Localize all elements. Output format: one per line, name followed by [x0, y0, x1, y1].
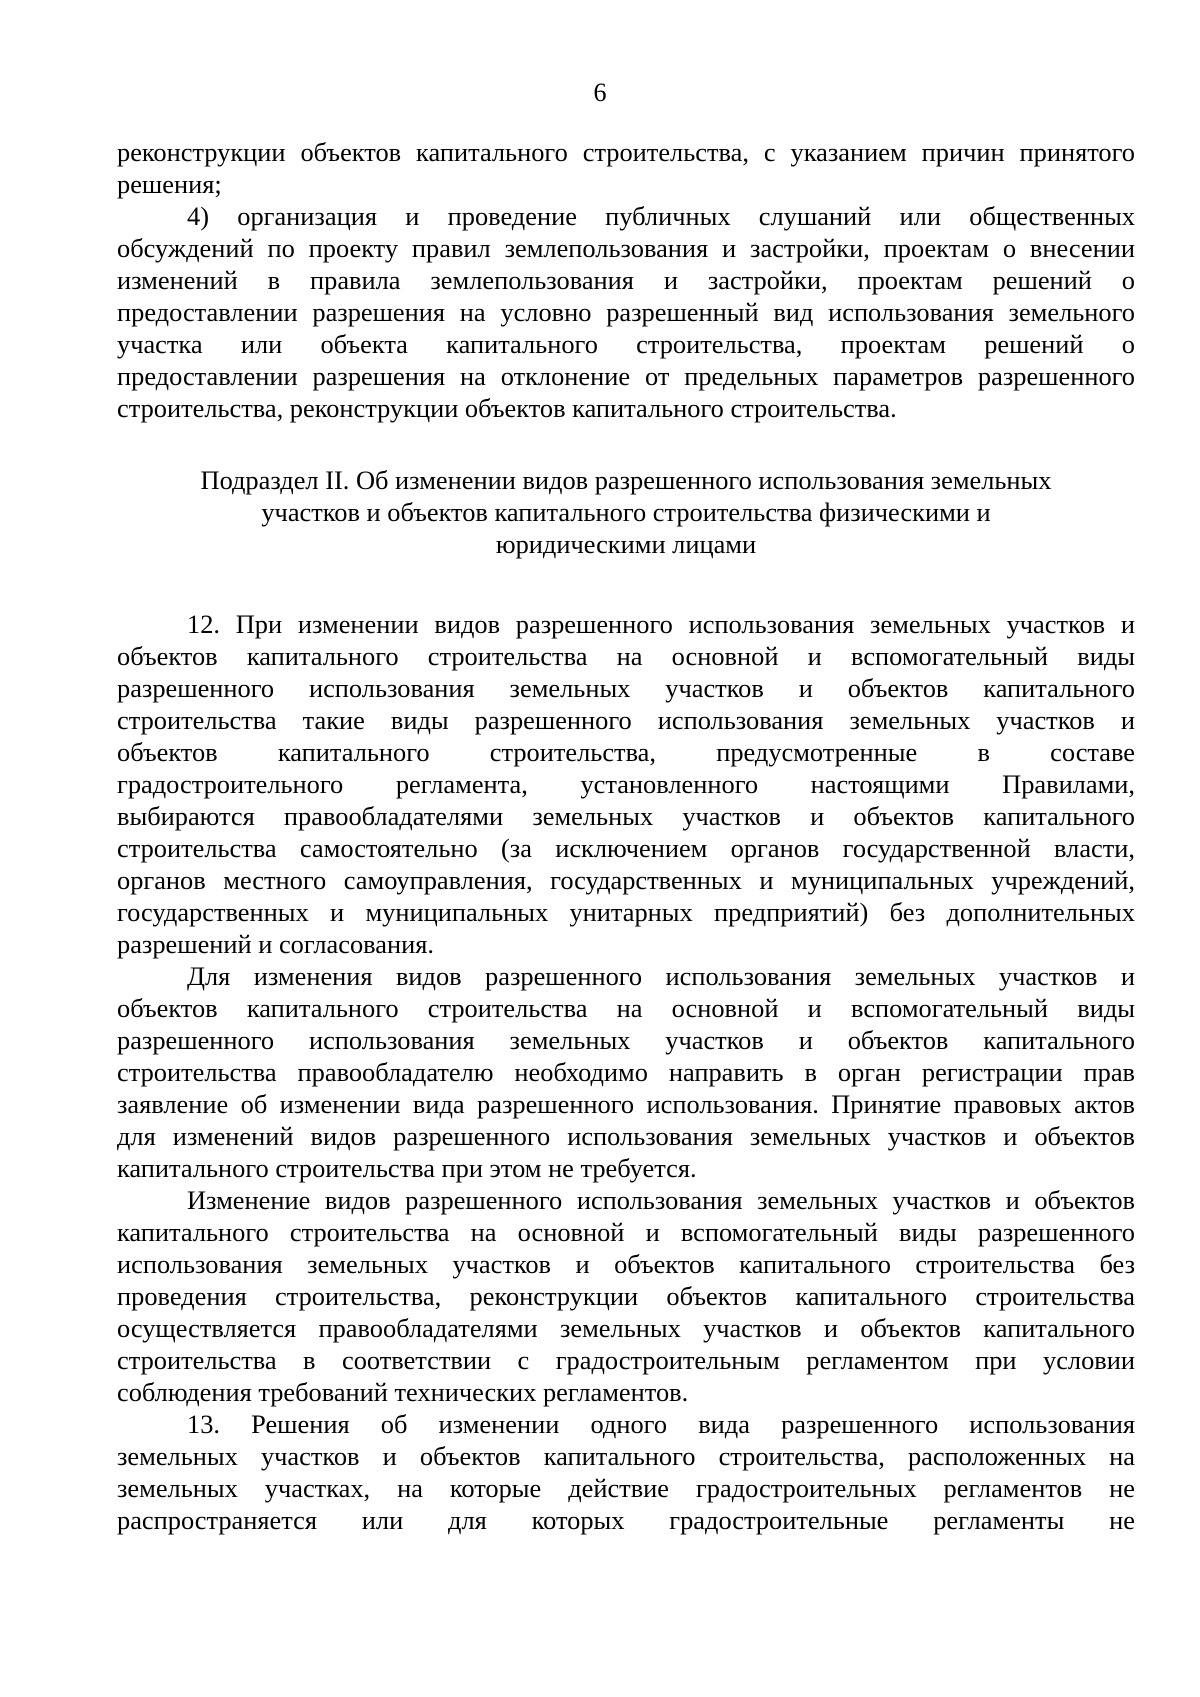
- text-line: органов местного самоуправления, государственных и муниципальных учреждений,: [117, 865, 1135, 895]
- text-line: 12. При изменении видов разрешенного использования земельных участков и: [187, 609, 1135, 639]
- text-line: выбираются правообладателями земельных участков и объектов капитального: [117, 801, 1135, 831]
- text-line: объектов капитального строительства на основной и вспомогательный виды: [117, 641, 1135, 671]
- text-line: объектов капитального строительства на основной и вспомогательный виды: [117, 993, 1135, 1023]
- text-line: строительства правообладателю необходимо направить в орган регистрации прав: [117, 1057, 1135, 1087]
- text-line: участка или объекта капитального строительства, проектам решений о: [117, 329, 1135, 359]
- text-line: для изменений видов разрешенного использования земельных участков и объектов: [117, 1121, 1135, 1151]
- text-line: строительства самостоятельно (за исключением органов государственной власти,: [117, 833, 1135, 863]
- text-line: капитального строительства при этом не требуется.: [117, 1153, 697, 1183]
- text-line: заявление об изменении вида разрешенного использования. Принятие правовых актов: [117, 1089, 1135, 1119]
- text-line: разрешенного использования земельных участков и объектов капитального: [117, 673, 1135, 703]
- heading-line: Подраздел II. Об изменении видов разрешенного использования земельных: [200, 465, 1052, 495]
- text-line: проведения строительства, реконструкции объектов капитального строительства: [117, 1281, 1135, 1311]
- text-line: земельных участках, на которые действие градостроительных регламентов не: [117, 1473, 1135, 1503]
- text-line: предоставлении разрешения на отклонение от предельных параметров разрешенного: [117, 361, 1135, 391]
- text-line: 4) организация и проведение публичных слушаний или общественных: [187, 201, 1135, 231]
- text-line: разрешенного использования земельных участков и объектов капитального: [117, 1025, 1135, 1055]
- text-line: строительства в соответствии с градостроительным регламентом при условии: [117, 1345, 1135, 1375]
- text-line: капитального строительства на основной и вспомогательный виды разрешенного: [117, 1217, 1135, 1247]
- text-line: соблюдения требований технических регламентов.: [117, 1377, 689, 1407]
- text-line: строительства, реконструкции объектов капитального строительства.: [117, 393, 897, 423]
- text-line: Для изменения видов разрешенного использования земельных участков и: [187, 961, 1135, 991]
- document-body: [117, 136, 1135, 1536]
- text-line: строительства такие виды разрешенного использования земельных участков и: [117, 705, 1135, 735]
- paragraph: [117, 1184, 1135, 1408]
- text-line: объектов капитального строительства, предусмотренные в составе: [117, 737, 1135, 767]
- text-line: изменений в правила землепользования и застройки, проектам решений о: [117, 265, 1135, 295]
- text-line: осуществляется правообладателями земельных участков и объектов капитального: [117, 1313, 1135, 1343]
- text-line: государственных и муниципальных унитарных предприятий) без дополнительных: [117, 897, 1135, 927]
- section-heading: [117, 464, 1135, 560]
- paragraph: [117, 608, 1135, 960]
- paragraph: [117, 136, 1135, 200]
- text-line: разрешений и согласования.: [117, 929, 434, 959]
- text-line: распространяется или для которых градостроительные регламенты не: [117, 1505, 1135, 1535]
- page-number: 6: [593, 78, 607, 107]
- paragraphs-after-heading: [117, 608, 1135, 1536]
- text-line: обсуждений по проекту правил землепользования и застройки, проектам о внесении: [117, 233, 1135, 263]
- text-line: градостроительного регламента, установленного настоящими Правилами,: [117, 769, 1135, 799]
- paragraph: [117, 200, 1135, 424]
- paragraphs-before-heading: [117, 136, 1135, 424]
- text-line: реконструкции объектов капитального строительства, с указанием причин принятого: [117, 137, 1135, 167]
- text-line: 13. Решения об изменении одного вида разрешенного использования: [187, 1409, 1135, 1439]
- text-line: решения;: [117, 169, 222, 199]
- text-line: Изменение видов разрешенного использования земельных участков и объектов: [187, 1185, 1135, 1215]
- heading-line: юридическими лицами: [495, 529, 757, 559]
- heading-line: участков и объектов капитального строительства физическими и: [261, 497, 991, 527]
- paragraph: [117, 1408, 1135, 1536]
- text-line: земельных участков и объектов капитального строительства, расположенных на: [117, 1441, 1135, 1471]
- text-line: предоставлении разрешения на условно разрешенный вид использования земельного: [117, 297, 1135, 327]
- paragraph: [117, 960, 1135, 1184]
- text-line: использования земельных участков и объектов капитального строительства без: [117, 1249, 1135, 1279]
